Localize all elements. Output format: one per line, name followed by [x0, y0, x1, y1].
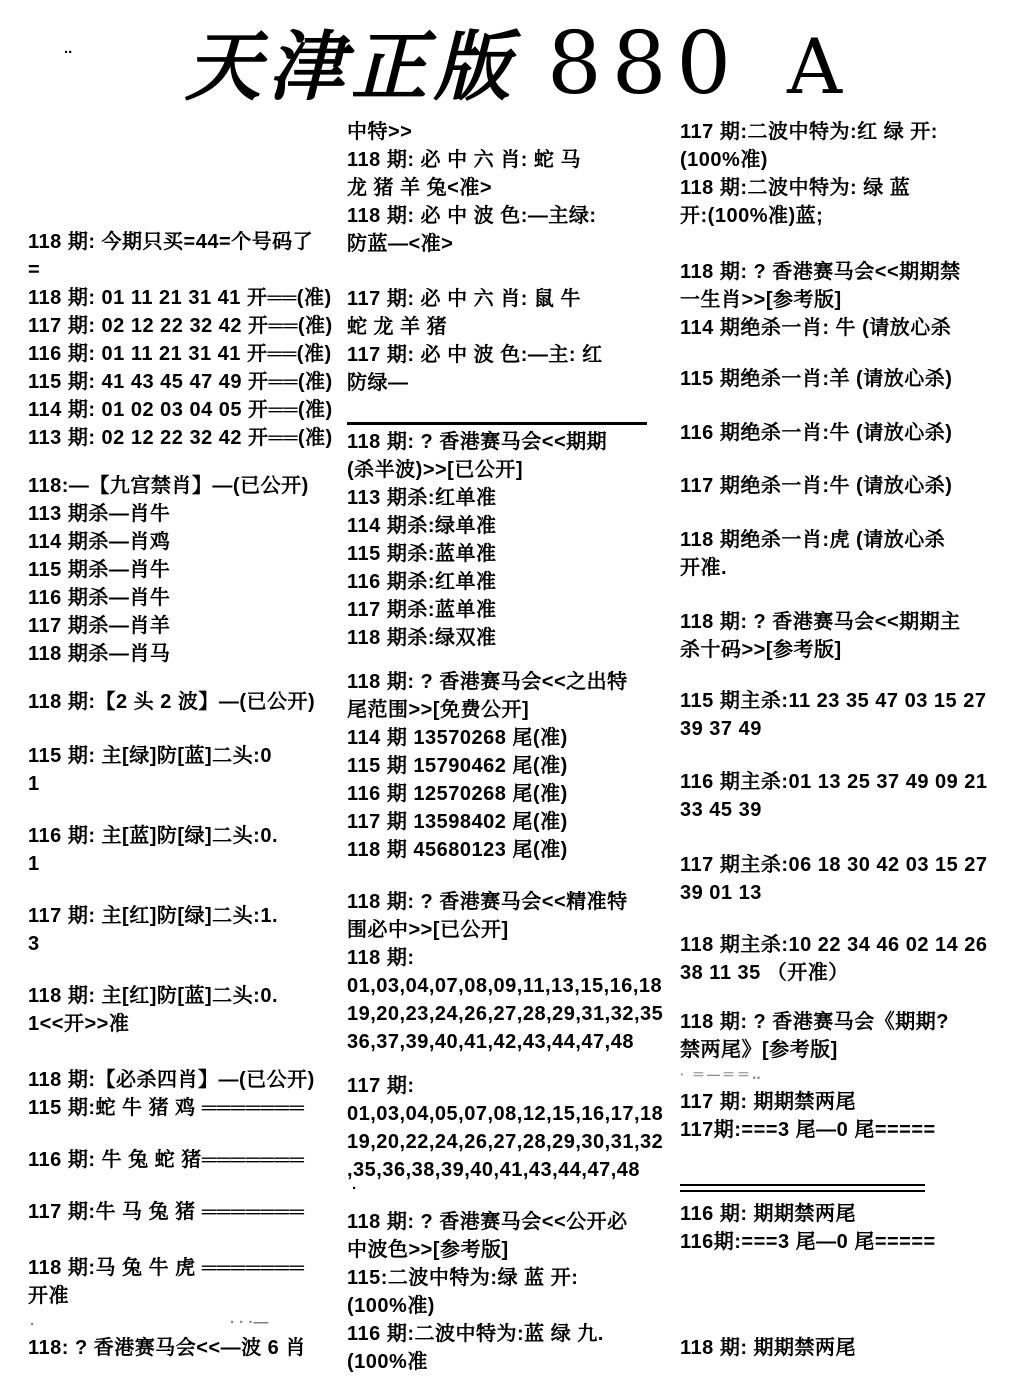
text-line: 19,20,23,24,26,27,28,29,31,32,35 [347, 1003, 664, 1025]
text-line: 116期:===3 尾—0 尾===== [680, 1231, 936, 1253]
text-line: 杀十码>>[参考版] [680, 639, 842, 661]
text-line: ,35,36,38,39,40,41,43,44,47,48 [347, 1159, 641, 1181]
text-line: 114 期杀:绿单准 [347, 515, 497, 537]
text-block [28, 1254, 340, 1310]
text-line: 开准. [680, 557, 728, 579]
text-block [680, 118, 1020, 230]
scan-smudge: · · ·— [230, 1314, 269, 1331]
text-line: 19,20,22,24,26,27,28,29,30,31,32 [347, 1131, 664, 1153]
text-line: 118 期: 01 11 21 31 41 开══(准) [28, 287, 332, 309]
text-line: 117 期: [347, 1075, 415, 1097]
text-block [28, 1198, 340, 1226]
text-line: 114 期: 01 02 03 04 05 开══(准) [28, 399, 333, 421]
text-block [680, 851, 1020, 907]
text-line: 115 期绝杀一肖:羊 (请放心杀) [680, 368, 953, 390]
title-number: 880 [547, 14, 742, 114]
text-line: 01,03,04,07,08,09,11,13,15,16,18 [347, 975, 663, 997]
text-line: 117 期: 02 12 22 32 42 开══(准) [28, 315, 333, 337]
text-block [680, 472, 1020, 500]
text-block [680, 1088, 1020, 1144]
text-line: 116 期: 期期禁两尾 [680, 1203, 857, 1225]
text-line: 33 45 39 [680, 799, 762, 821]
text-block [28, 982, 340, 1038]
text-line: 117期:===3 尾—0 尾===== [680, 1119, 936, 1141]
text-block [28, 1334, 340, 1362]
text-block [347, 118, 663, 258]
text-line: 117 期杀:蓝单准 [347, 599, 497, 621]
text-block [680, 931, 1020, 987]
text-line: 117 期主杀:06 18 30 42 03 15 27 [680, 854, 988, 876]
left-column [28, 228, 340, 1362]
text-line: 118 期: [347, 947, 415, 969]
text-line: 116 期:二波中特为:蓝 绿 九. [347, 1323, 604, 1345]
title-letter: A [787, 22, 843, 111]
text-line: 113 期: 02 12 22 32 42 开══(准) [28, 427, 333, 449]
text-line: 龙 猪 羊 兔<准> [347, 177, 493, 199]
text-line: 117 期: 主[红]防[绿]二头:1. [28, 905, 279, 927]
text-line: 围必中>>[已公开] [347, 919, 509, 941]
text-line: 117 期 13598402 尾(准) [347, 811, 568, 833]
text-block [680, 687, 1020, 743]
text-line: 114 期 13570268 尾(准) [347, 727, 568, 749]
text-line: 118 期: 主[红]防[蓝]二头:0. [28, 985, 279, 1007]
text-block [28, 1146, 340, 1174]
text-line: 115 期: 主[绿]防[蓝]二头:0 [28, 745, 272, 767]
text-line: 115 期:蛇 牛 猪 鸡 ═══════ [28, 1097, 305, 1119]
text-line: 38 11 35 （开准） [680, 962, 849, 984]
page-title [185, 6, 842, 115]
text-block [680, 1200, 1020, 1256]
text-line: 尾范围>>[免费公开] [347, 699, 530, 721]
text-line: 118 期: 期期禁两尾 [680, 1337, 857, 1359]
scan-smudge: . [352, 1176, 357, 1193]
text-block [28, 284, 340, 452]
text-line: 禁两尾》[参考版] [680, 1039, 838, 1061]
text-block [28, 1066, 340, 1122]
text-line: (100%准 [347, 1351, 428, 1373]
text-block [28, 822, 340, 878]
text-block [680, 1008, 1020, 1064]
text-line: 117 期: 必 中 波 色:—主: 红 [347, 344, 603, 366]
text-line: (杀半波)>>[已公开] [347, 459, 523, 481]
text-line: 115 期主杀:11 23 35 47 03 15 27 [680, 690, 987, 712]
text-line: 36,37,39,40,41,42,43,44,47,48 [347, 1031, 634, 1053]
text-block [28, 742, 340, 798]
text-line: 118 期: 必 中 六 肖: 蛇 马 [347, 149, 581, 171]
text-line: 116 期杀—肖牛 [28, 587, 171, 609]
scan-smudge: · [30, 1316, 35, 1333]
text-block [347, 428, 663, 652]
text-line: 1 [28, 773, 40, 795]
text-block [680, 1334, 1020, 1362]
text-block [28, 472, 340, 668]
text-line: (100%准) [680, 149, 768, 171]
text-line: 115 期杀:蓝单准 [347, 543, 497, 565]
text-block [347, 888, 663, 1056]
text-line: 防蓝—<准> [347, 233, 454, 255]
text-line: (100%准) [347, 1295, 435, 1317]
text-line: 118 期: 今期只买=44=个号码了 [28, 231, 314, 253]
text-line: 118 期:【必杀四肖】—(已公开) [28, 1069, 315, 1091]
text-block [347, 1072, 663, 1184]
text-line: 39 01 13 [680, 882, 762, 904]
text-block [680, 419, 1020, 447]
text-line: 一生肖>>[参考版] [680, 289, 842, 311]
text-line: 1<<开>>准 [28, 1013, 130, 1035]
text-line: 118 期杀—肖马 [28, 643, 171, 665]
text-block [680, 526, 1020, 582]
text-line: 中特>> [347, 121, 413, 143]
text-line: 118 期 45680123 尾(准) [347, 839, 568, 861]
text-line: 01,03,04,05,07,08,12,15,16,17,18 [347, 1103, 664, 1125]
text-line: 118 期:二波中特为: 绿 蓝 [680, 177, 911, 199]
text-block [28, 688, 340, 716]
text-block [347, 285, 663, 397]
text-line: 1 [28, 853, 40, 875]
text-line: 118 期:马 兔 牛 虎 ═══════ [28, 1257, 305, 1279]
text-line: 114 期杀—肖鸡 [28, 531, 171, 553]
text-line: 118 期: ? 香港赛马会《期期? [680, 1011, 950, 1033]
text-line: 113 期杀:红单准 [347, 487, 497, 509]
text-line: 115 期: 41 43 45 47 49 开══(准) [28, 371, 333, 393]
text-line: = [28, 259, 41, 281]
text-block [28, 902, 340, 958]
text-line: 114 期绝杀一肖: 牛 (请放心杀 [680, 317, 952, 339]
text-line: 116 期主杀:01 13 25 37 49 09 21 [680, 771, 988, 793]
text-line: 117 期:牛 马 兔 猪 ═══════ [28, 1201, 305, 1223]
text-line: 116 期: 牛 兔 蛇 猪═══════ [28, 1149, 305, 1171]
text-line: 116 期: 01 11 21 31 41 开══(准) [28, 343, 332, 365]
text-line: 117 期绝杀一肖:牛 (请放心杀) [680, 475, 953, 497]
text-line: 118 期杀:绿双准 [347, 627, 497, 649]
text-line: 113 期杀—肖牛 [28, 503, 171, 525]
text-line: 115 期杀—肖牛 [28, 559, 171, 581]
text-line: 117 期: 期期禁两尾 [680, 1091, 857, 1113]
title-chinese: 天津正版 [185, 22, 517, 111]
text-line: · ＝—＝＝‥ [680, 1067, 763, 1082]
right-column [680, 118, 1020, 1362]
text-line: 118 期: ? 香港赛马会<<期期 [347, 431, 608, 453]
text-line: 116 期 12570268 尾(准) [347, 783, 568, 805]
text-line: 防绿— [347, 372, 409, 394]
separator-rule [680, 1184, 925, 1192]
text-block [680, 608, 1020, 664]
text-block [680, 768, 1020, 824]
text-block [680, 1068, 1020, 1082]
text-block [680, 258, 1020, 342]
text-line: 开:(100%准)蓝; [680, 205, 824, 227]
text-line: 118 期绝杀一肖:虎 (请放心杀 [680, 529, 946, 551]
text-block [28, 228, 340, 284]
text-line: 39 37 49 [680, 718, 762, 740]
text-line: 118 期: ? 香港赛马会<<之出特 [347, 671, 628, 693]
text-line: 开准 [28, 1285, 69, 1307]
text-block [347, 1208, 663, 1376]
text-line: 116 期: 主[蓝]防[绿]二头:0. [28, 825, 279, 847]
text-line: 118 期主杀:10 22 34 46 02 14 26 [680, 934, 988, 956]
text-line: 3 [28, 933, 40, 955]
scan-smudge: .. [64, 40, 73, 57]
text-line: 118:—【九宫禁肖】—(已公开) [28, 475, 309, 497]
text-line: 115 期 15790462 尾(准) [347, 755, 568, 777]
middle-column [347, 118, 663, 1376]
text-block [347, 668, 663, 864]
text-line: 118 期: ? 香港赛马会<<期期主 [680, 611, 961, 633]
text-line: 118 期: ? 香港赛马会<<精准特 [347, 891, 628, 913]
separator-rule [347, 422, 647, 425]
text-line: 118 期:【2 头 2 波】—(已公开) [28, 691, 316, 713]
text-line: 117 期:二波中特为:红 绿 开: [680, 121, 938, 143]
text-line: 118: ? 香港赛马会<<—波 6 肖 [28, 1337, 306, 1359]
text-line: 118 期: 必 中 波 色:—主绿: [347, 205, 597, 227]
text-line: 115:二波中特为:绿 蓝 开: [347, 1267, 579, 1289]
text-block [680, 365, 1020, 393]
text-line: 中波色>>[参考版] [347, 1239, 509, 1261]
text-line: 116 期绝杀一肖:牛 (请放心杀) [680, 422, 953, 444]
text-line: 116 期杀:红单准 [347, 571, 497, 593]
text-line: 118 期: ? 香港赛马会<<公开必 [347, 1211, 628, 1233]
text-line: 117 期杀—肖羊 [28, 615, 171, 637]
text-line: 118 期: ? 香港赛马会<<期期禁 [680, 261, 961, 283]
text-line: 蛇 龙 羊 猪 [347, 316, 448, 338]
text-line: 117 期: 必 中 六 肖: 鼠 牛 [347, 288, 581, 310]
